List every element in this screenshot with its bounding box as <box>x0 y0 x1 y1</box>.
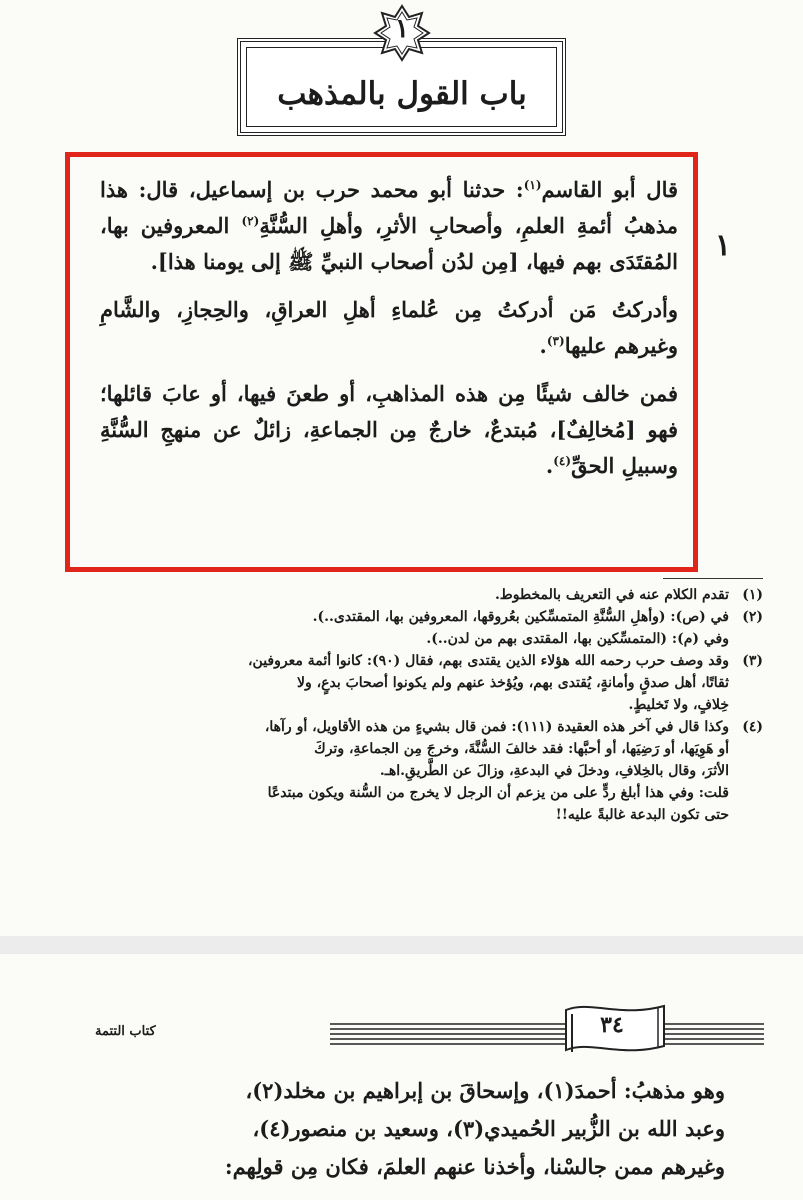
footnote-ref[interactable]: (١) <box>523 178 542 192</box>
footnote-number: (١) <box>742 587 763 603</box>
paragraph-1 <box>100 172 678 280</box>
text-line: وغيرهم ممن جالسْنا، وأخذنا عنهم العلمَ، فكان مِن قولِهم: <box>224 1154 725 1179</box>
footnote-divider <box>663 578 763 579</box>
footnote-item <box>31 716 763 826</box>
text-run: وأدركتُ مَن أدركتُ مِن عُلماءِ أهلِ العراقِ، والحِجازِ، والشَّامِ وغيرهم عليها <box>100 297 678 358</box>
text-run: المعروفين بها، المُقتَدَى بهم فيها، [مِن لدُن أصحاب النبيِّ ﷺ إلى يومنا هذا]. <box>100 213 678 274</box>
text-run: فمن خالف شيئًا مِن هذه المذاهبِ، أو طعنَ فيها، أو عابَ قائلها؛ فهو [مُخالِفٌ]، مُبتدعٌ، خارجٌ مِن الجماعةِ، زائلٌ عن منهجِ السُّنَّةِ وسبيلِ الحقِّ <box>100 381 678 478</box>
footnote-line: وكذا قال في آخر هذه العقيدة (١١١): فمن قال بشيءٍ من هذه الأقاويل، أو رآها، <box>264 719 729 735</box>
footnote-item <box>31 606 763 650</box>
paragraph-3 <box>100 376 678 484</box>
footnote-ref[interactable]: (٤) <box>553 454 572 468</box>
footnote-line: حتى تكون البدعة غالبةً عليه!! <box>555 807 729 823</box>
footnote-line: قلت: وفي هذا أبلغ ردٍّ على من يزعم أن الرجل لا يخرج من السُّنة ويكون مبتدعًا <box>267 785 729 801</box>
page2-text-block <box>109 1072 725 1186</box>
main-text-block <box>100 172 678 496</box>
footnote-line: في (ص): (وأهلِ السُّنَّةِ المتمسِّكين بعُروقها، المعروفين بها، المقتدى..). <box>312 609 729 625</box>
text-run: . <box>545 453 554 478</box>
footnote-line: وفي (م): (المتمسِّكين بها، المقتدى بهم من لدن..). <box>426 631 729 647</box>
footnote-ref[interactable]: (٢) <box>241 214 260 228</box>
footnote-line: وقد وصف حرب رحمه الله هؤلاء الذين يقتدى بهم، فقال (٩٠): كانوا أئمة معروفين، <box>248 653 729 669</box>
footnote-number: (٤) <box>742 719 763 735</box>
footnote-line: تقدم الكلام عنه في التعريف بالمخطوط. <box>494 587 729 603</box>
footnote-line: أو هَوِيَها، أو رَضِيَها، أو أحبَّها: فقد خالفَ السُّنَّةَ، وخرجَ مِن الجماعةِ، وتركَ <box>314 741 729 757</box>
text-line: وهو مذهبُ: أحمدَ(١)، وإسحاقَ بن إبراهيم بن مخلد(٢)، <box>245 1078 725 1103</box>
header-rule-lines <box>330 1020 764 1048</box>
footnote-number: (٢) <box>742 609 763 625</box>
hadith-number: ١ <box>714 228 731 263</box>
footnote-item <box>31 650 763 716</box>
page-number: ٣٤ <box>600 1012 624 1038</box>
paragraph-2 <box>100 292 678 364</box>
running-head: كتاب التتمة <box>95 1024 156 1039</box>
text-run: هذا مذهبُ أئمةِ العلمِ، وأصحابِ الأثرِ، وأهلِ السُّنَّةِ <box>100 177 679 238</box>
text-run: قال أبو القاسم <box>541 177 679 202</box>
footnote-line: خِلافٍ، ولا تَخليطٍ. <box>628 697 729 713</box>
footnotes <box>31 584 763 826</box>
book-page-2 <box>0 954 803 1200</box>
chapter-title: باب القول بالمذهب <box>277 76 527 112</box>
text-line: وعبد الله بن الزُّبير الحُميدي(٣)، وسعيد بن منصور(٤)، <box>252 1116 725 1141</box>
footnote-item <box>31 584 763 606</box>
page-gap <box>0 936 803 954</box>
footnote-line: الأثرَ، وقال بالخِلافِ، ودخلَ في البدعةِ، وزالَ عن الطَّريقِ.اهـ. <box>379 763 729 779</box>
footnote-ref[interactable]: (٣) <box>546 334 565 348</box>
footnote-line: ثقاتًا، أهل صدقٍ وأمانةٍ، يُقتدى بهم، ويُؤخذ عنهم ولم يكونوا أصحابَ بدعٍ، ولا <box>296 675 729 691</box>
footnote-number: (٣) <box>742 653 763 669</box>
text-run: : حدثنا أبو محمد حرب بن إسماعيل، قال: <box>138 177 524 202</box>
chapter-number: ١ <box>395 14 409 44</box>
text-run: . <box>539 333 547 358</box>
